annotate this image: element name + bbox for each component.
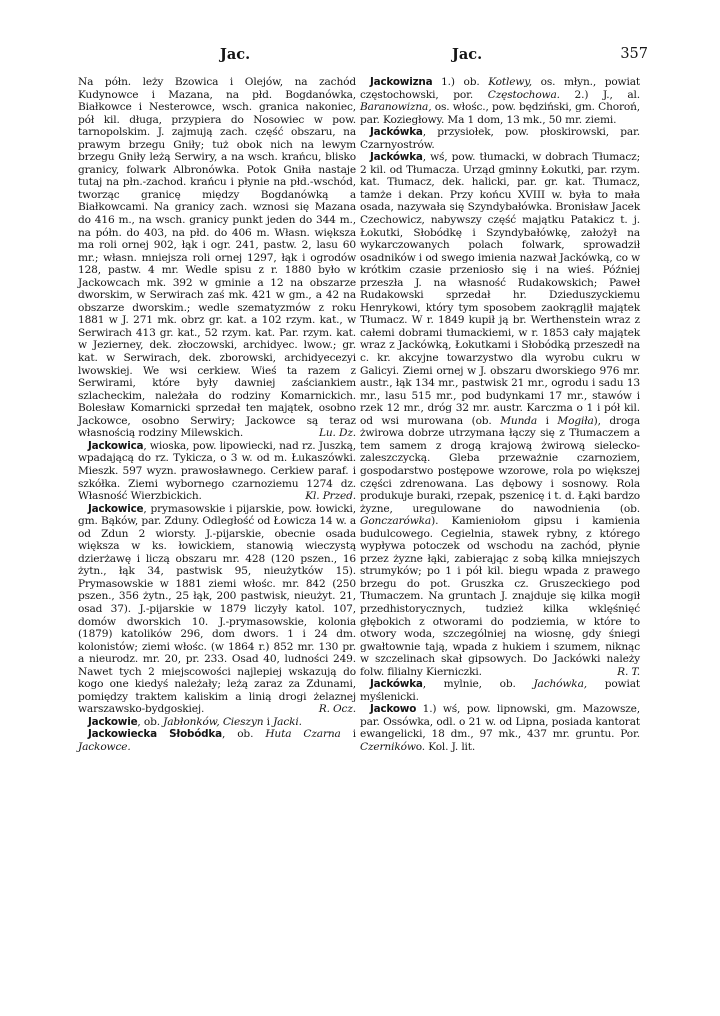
entry-crossref: Munda [500, 414, 538, 427]
entry-jackowka-3 [360, 678, 640, 703]
entry-text: os. włośc., pow. będziński, gm. Choroń, par. Koziegłowy. Ma 1 dom, 13 mk., 50 mr. ziemi. [360, 101, 640, 126]
page-number: 357 [620, 46, 648, 62]
page-header [70, 46, 648, 68]
entry-text: 1.) wś, pow. lipnowski, gm. Mazowsze, par. Ossówka, odl. o 21 w. od Lipna, posiada kantorat ewangelicki, 18 dm., 97 mk., 437 mr. gruntu. Por. [360, 703, 640, 741]
entry-text: 1.) ob. [432, 76, 489, 88]
entry-text: 2.) J., al. [559, 88, 640, 101]
entry-headword: Jackowiecka Słobódka [88, 728, 222, 741]
entry-signature: Lu. Dz. [319, 427, 356, 440]
left-column [78, 76, 356, 754]
entry-jackowka-1 [360, 126, 640, 151]
entry-text: , wś, pow. tłumacki, w dobrach Tłumacz; 2 kil. od Tłumacza. Urząd gminny Łokutki, par. rzym. kat. Tłumacz, dek. halicki, par. gr. kat. Tłumacz, tamże i dekan. Przy końcu XVIII w. była to mała osada, nazywała się Szyndybałówka. Bronisław Jacek Czechowicz, nabywszy część majątku Patakicz t. j. Łokutki, Słobódkę i Szyndybałówkę, założył na wykarczowanych polach folwark, sprowadził osadników i od swego imienia nazwał Jackówką, co w krótkim czasie przeniosło się i na wieś. Później przeszła J. na własność Rudakowskich; Paweł Rudakowski sprzedał hr. Dzieduszyckiemu Henrykowi, który tym sposobem zaokrąglił majątek Tłumacz. W r. 1849 kupił ją br. Werthenstein wraz z całemi dobrami tłumackiemi, w r. 1853 cały majątek wraz z Jackówką, Łokutkami i Słobódką przeszedł na c. kr. akcyjne towarzystwo dla wyrobu cukru w Galicyi. Ziemi ornej w J. obszaru dworskiego 976 mr. austr., łąk 134 mr., pastwisk 21 mr., ogrodu i sadu 13 mr., lasu 515 mr., pod budynkami 17 mr., stawów i rzek 12 mr., dróg 32 mr. austr. Karczma o 1 i pół kil. od wsi murowana (ob. [360, 151, 640, 427]
entry-text: i [340, 728, 356, 741]
entry-text: i [263, 715, 274, 728]
entry-crossref: Mogiła [557, 414, 594, 427]
entry-crossref: Jachówka, [533, 678, 587, 691]
header-center-running-head: Jac. [452, 46, 483, 63]
entry-jackowice [78, 503, 356, 716]
entry-text: , ob. [221, 728, 266, 741]
header-left-running-head: Jac. [220, 46, 251, 63]
entry-signature: Kl. Przed. [305, 490, 356, 503]
entry-text: ), droga żwirowa dobrze utrzymana łączy się z Tłumaczem a tem samem z drogą krajową żwirową sielecko-zaleszczycką. Gleba przeważnie czarnoziem, gospodarstwo postępowe wzorowe, rola po większej części zdrenowana. Las dębowy i sosnowy. Rola produkuje buraki, rzepak, pszenicę i t. d. Łąki bardzo żyzne, uregulowane do nawodnienia (ob. [360, 414, 640, 515]
entry-headword: Jackówka [370, 151, 423, 164]
entry-jackowce-continuation [78, 76, 356, 440]
entry-headword: Jackówka [370, 678, 423, 691]
entry-jackowka-2 [360, 151, 640, 678]
entry-text: , ob. [137, 715, 164, 728]
entry-crossref: Baranowizna, [360, 101, 432, 114]
entry-crossref: Częstochowa. [487, 88, 560, 101]
entry-text: os. młyn., powiat częstochowski, por. [360, 76, 640, 101]
entry-headword: Jackowie [88, 715, 138, 728]
entry-headword: Jackowica [88, 439, 144, 452]
entry-crossref: Czerników [360, 740, 416, 753]
entry-jackowica [78, 440, 356, 503]
entry-signature: R. Ocz. [318, 703, 356, 716]
entry-crossref: Kotlewy, [488, 76, 532, 88]
entry-text: powiat myślenicki. [360, 678, 640, 703]
entry-text: i [537, 414, 558, 427]
entry-text: ). Kamieniołom gipsu i kamienia budulcowego. Cegielnia, stawek rybny, z którego wypływa potoczek od wschodu na zachód, płynie przez żyzne łąki, zabierając z sobą kilka mniejszych strumyków; po 1 i pół kil. biegu wpada z prawego brzegu do pot. Gruszka cz. Gruszeckiego pod Tłumaczem. Na gruntach J. znajduje się kilka mogił przedhistorycznych, tudzież kilka wklęśnięć głębokich z otworami do podziemia, w które to otwory woda, szczególniej na wiosnę, gdy śniegi gwałtownie tają, wpada z hukiem i szumem, niknąc w szczelinach skał gipsowych. Do Jackówki należy folw. filialny Kierniczki. [360, 515, 640, 678]
entry-headword: Jackówka [370, 126, 423, 139]
entry-headword: Jackowo [370, 703, 417, 716]
entry-text: Na półn. leży Bzowica i Olejów, na zachód Kudynowce i Mazana, na płd. Bogdanówka, Białkowce i Nesterowce, wsch. granica nakoniec, pół kil. długa, przypiera do Nosowiec w pow. tarnopolskim. J. zajmują zach. część obszaru, na prawym brzegu Gniły; tuż obok nich na lewym brzegu Gniły leżą Serwiry, a na wsch. krańcu, blisko granicy, folwark Albronówka. Potok Gniła nastaje tutaj na płn.-zachod. krańcu i płynie na płd.-wschód, tworząc granicę między Bogdanówką a Białkowcami. Na granicy zach. wznosi się Mazana do 416 m., na wsch. granicy punkt jeden do 344 m., na półn. do 403, na płd. do 406 m. Własn. większa ma roli ornej 902, łąk i ogr. 241, pastw. 2, lasu 60 mr.; własn. mniejsza roli ornej 1297, łąk i ogrodów 128, pastw. 4 mr. Wedle spisu z r. 1880 było w Jackowcach mk. 392 w gminie a 12 na obszarze dworskim, w Serwirach zaś mk. 421 w gm., a 42 na obszarze dworskim.; wedle szematyzmów z roku 1881 w J. 271 mk. obrz gr. kat. a 102 rzym. kat., w Serwirach 413 gr. kat., 52 rzym. kat. Par. rzym. kat. w Jezierney, dek. złoczowski, archidyec. lwow.; gr. kat. w Serwirach, dek. zborowski, archidyecezyi lwowskiej. We wsi cerkiew. Wieś ta razem z Serwirami, które były dawniej zaściankiem szlacheckim, należała do rodziny Komarnickich. Bolesław Komarnicki sprzedał ten majątek, osobno Jackowce, osobno Serwiry; Jackowce są teraz własnością rodziny Milewskich. [78, 76, 356, 440]
entry-crossref: Jacki. [273, 715, 302, 728]
entry-text: , wioska, pow. lipowiecki, nad rz. Juszką, wpadającą do rz. Tykicza, o 3 w. od m. Łukaszówki. Mieszk. 597 wyzn. prawosławnego. Cerkiew paraf. i szkółka. Ziemi wybornego czarnoziemu 1274 dz. Własność Wierzbickich. [78, 439, 356, 503]
entry-jackowo [360, 703, 640, 753]
right-column [360, 76, 640, 754]
entry-jackowie [78, 716, 356, 729]
entry-jackowizna [360, 76, 640, 126]
entry-crossref: Huta Czarna [265, 728, 341, 741]
entry-text: , prymasowskie i pijarskie, pow. łowicki, gm. Bąków, par. Zduny. Odległość od Łowicza 14 w. a od Zdun 2 wiorsty. J.-pijarskie, obecnie osada większa w ks. łowickiem, stanowią wieczystą dzierżawę i liczą obszaru mr. 428 (120 pszen., 16 żytn., łąk 34, pastwisk 95, nieużytków 15). Prymasowskie w 1881 ziemi włośc. mr. 842 (250 pszen., 356 żytn., 25 łąk, 200 pastwisk, nieużyt. 21, osad 37). J.-pijarskie w 1879 liczyły katol. 107, domów dworskich 10. J.-prymasowskie, kolonia (1879) katolików 296, dom dwors. 1 i 24 dm. kolonistów; ziemi włośc. (w 1864 r.) 852 mr. 130 pr. a nieurodz. mr. 20, pr. 233. Osad 40, ludności 249. Nawet tych 2 miejscowości najlepiej wskazują do kogo one kiedyś należały; leżą zaraz za Zdunami, pomiędzy traktem kaliskim a linią drogi żelaznej warszawsko-bydgoskiej. [78, 502, 356, 716]
entry-signature: R. T. [617, 665, 640, 678]
entry-text: , przysiołek, pow. płoskirowski, par. Czarnyostrów. [360, 126, 640, 151]
entry-crossref: Gonczarówka [360, 515, 432, 528]
entry-crossref: Jackowce. [78, 740, 131, 753]
entry-headword: Jackowizna [370, 76, 433, 88]
entry-jackowiecka-slobodka [78, 728, 356, 753]
entry-text: o. Kol. J. lit. [415, 740, 476, 753]
entry-text: , mylnie, ob. [422, 678, 534, 691]
entry-headword: Jackowice [88, 502, 144, 515]
entry-crossref: Jabłonków, Cieszyn [163, 715, 264, 728]
